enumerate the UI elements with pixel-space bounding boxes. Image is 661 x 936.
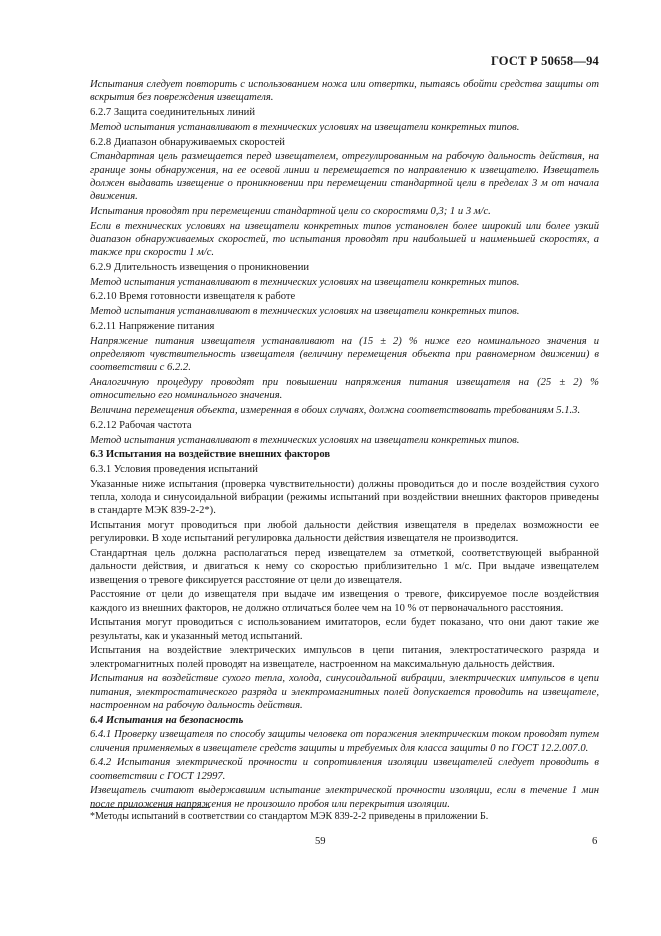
paragraph: Напряжение питания извещателя устанавливают на (15 ± 2) % ниже его номинального значения и определяют чувствительность извещателя (величину перемещения объекта при равномерном движении) в соответствии с 6.2.2.: [90, 335, 599, 374]
paragraph: Аналогичную процедуру проводят при повышении напряжения питания извещателя на (25 ± 2) % относительно его номинального значения.: [90, 376, 599, 402]
paragraph: Стандартная цель размещается перед извещателем, отрегулированным на рабочую дальность действия, на границе зоны обнаружения, на ее осевой линии и перемещается по направлению к извещателю. Извещатель должен выдавать извещение о проникновении при перемещении стандартной цели в пределах 3 м от начала движения.: [90, 151, 599, 202]
paragraph: 6.4.1 Проверку извещателя по способу защиты человека от поражения электрическим током проводят путем сличения применяемых в извещателе средств защиты и требуемых для класса защиты 0 по ГОСТ 12.2.007.0.: [90, 729, 599, 754]
paragraph: Метод испытания устанавливают в технических условиях на извещатели конкретных типов.: [90, 121, 520, 133]
footnote: *Методы испытаний в соответствии со стандартом МЭК 839-2-2 приведены в приложении Б.: [90, 811, 489, 822]
document-id-header: ГОСТ Р 50658—94: [490, 54, 599, 68]
paragraph: Указанные ниже испытания (проверка чувствительности) должны проводиться до и после воздействия сухого тепла, холода и синусоидальной вибрации (режимы испытаний при воздействии внешних факторов приведены в стандарте МЭК 839-2-2*).: [90, 478, 599, 517]
paragraph: 6.2.11 Напряжение питания: [90, 320, 215, 332]
paragraph: Величина перемещения объекта, измеренная в обоих случаях, должна соответствовать требованиям 5.1.3.: [90, 404, 581, 416]
paragraph: 6.2.10 Время готовности извещателя к работе: [90, 291, 296, 303]
paragraph: Испытания проводят при перемещении стандартной цели со скоростями 0,3; 1 и 3 м/с.: [90, 205, 491, 217]
paragraph: 6.4 Испытания на безопасность: [90, 714, 244, 726]
paragraph: 6.2.12 Рабочая частота: [90, 419, 192, 431]
paragraph: Стандартная цель должна располагаться перед извещателем за отметкой, соответствующей выбранной дальности действия, и двигаться к нему со скоростью приблизительно 1 м/с. При выдаче извещателем извещения о тревоге фиксируется расстояние от цели до извещателя.: [90, 548, 599, 586]
document-body: [90, 78, 599, 812]
page-number-center: 59: [315, 836, 326, 847]
footnote-divider: [90, 807, 210, 808]
paragraph: 6.4.2 Испытания электрической прочности и сопротивления изоляции извещателей следует проводить в соответствии с ГОСТ 12997.: [90, 757, 599, 782]
paragraph: Испытания на воздействие электрических импульсов в цепи питания, электростатического разряда и электромагнитных полей проводят на извещателе, настроенном на максимальную дальность действия.: [90, 645, 599, 670]
paragraph: Испытания могут проводиться при любой дальности действия извещателя в пределах возможности ее регулировки. В ходе испытаний регулировка дальности действия извещателя не производится.: [90, 520, 599, 545]
paragraph: Метод испытания устанавливают в технических условиях на извещатели конкретных типов.: [90, 306, 520, 318]
page-number-right: 6: [592, 836, 598, 847]
paragraph: 6.2.7 Защита соединительных линий: [90, 107, 256, 118]
paragraph: Извещатель считают выдержавшим испытание электрической прочности изоляции, если в течение 1 мин после приложения напряжения не произошло пробоя или перекрытия изоляции.: [90, 785, 599, 810]
paragraph: Расстояние от цели до извещателя при выдаче им извещения о тревоге, фиксируемое после воздействия каждого из внешних факторов, не должно отличаться более чем на 10 % от первоначального расстояния.: [90, 589, 599, 614]
paragraph: Испытания могут проводиться с использованием имитаторов, если будет показано, что они дают такие же результаты, как и указанный метод испытаний.: [90, 617, 599, 642]
paragraph: Если в технических условиях на извещатели конкретных типов установлен более широкий или более узкий диапазон обнаруживаемых скоростей, то испытания проводят при наибольшей и наименьшей скоростях, а также при скорости 1 м/с.: [90, 220, 599, 258]
paragraph: Метод испытания устанавливают в технических условиях на извещатели конкретных типов.: [90, 434, 520, 446]
paragraph: Испытания следует повторить с использованием ножа или отвертки, пытаясь обойти средства защиты от вскрытия без повреждения извещателя.: [90, 79, 599, 104]
paragraph: 6.3 Испытания на воздействие внешних факторов: [90, 449, 331, 461]
paragraph: 6.3.1 Условия проведения испытаний: [90, 464, 258, 476]
paragraph: Испытания на воздействие сухого тепла, холода, синусоидальной вибрации, электрических импульсов в цепи питания, электростатического разряда и электромагнитных полей допускается проводить на извещателе, настроенном на рабочую дальность действия.: [90, 673, 599, 711]
paragraph: Метод испытания устанавливают в технических условиях на извещатели конкретных типов.: [90, 276, 520, 288]
paragraph: 6.2.8 Диапазон обнаруживаемых скоростей: [90, 136, 285, 148]
paragraph: 6.2.9 Длительность извещения о проникновении: [90, 261, 310, 273]
